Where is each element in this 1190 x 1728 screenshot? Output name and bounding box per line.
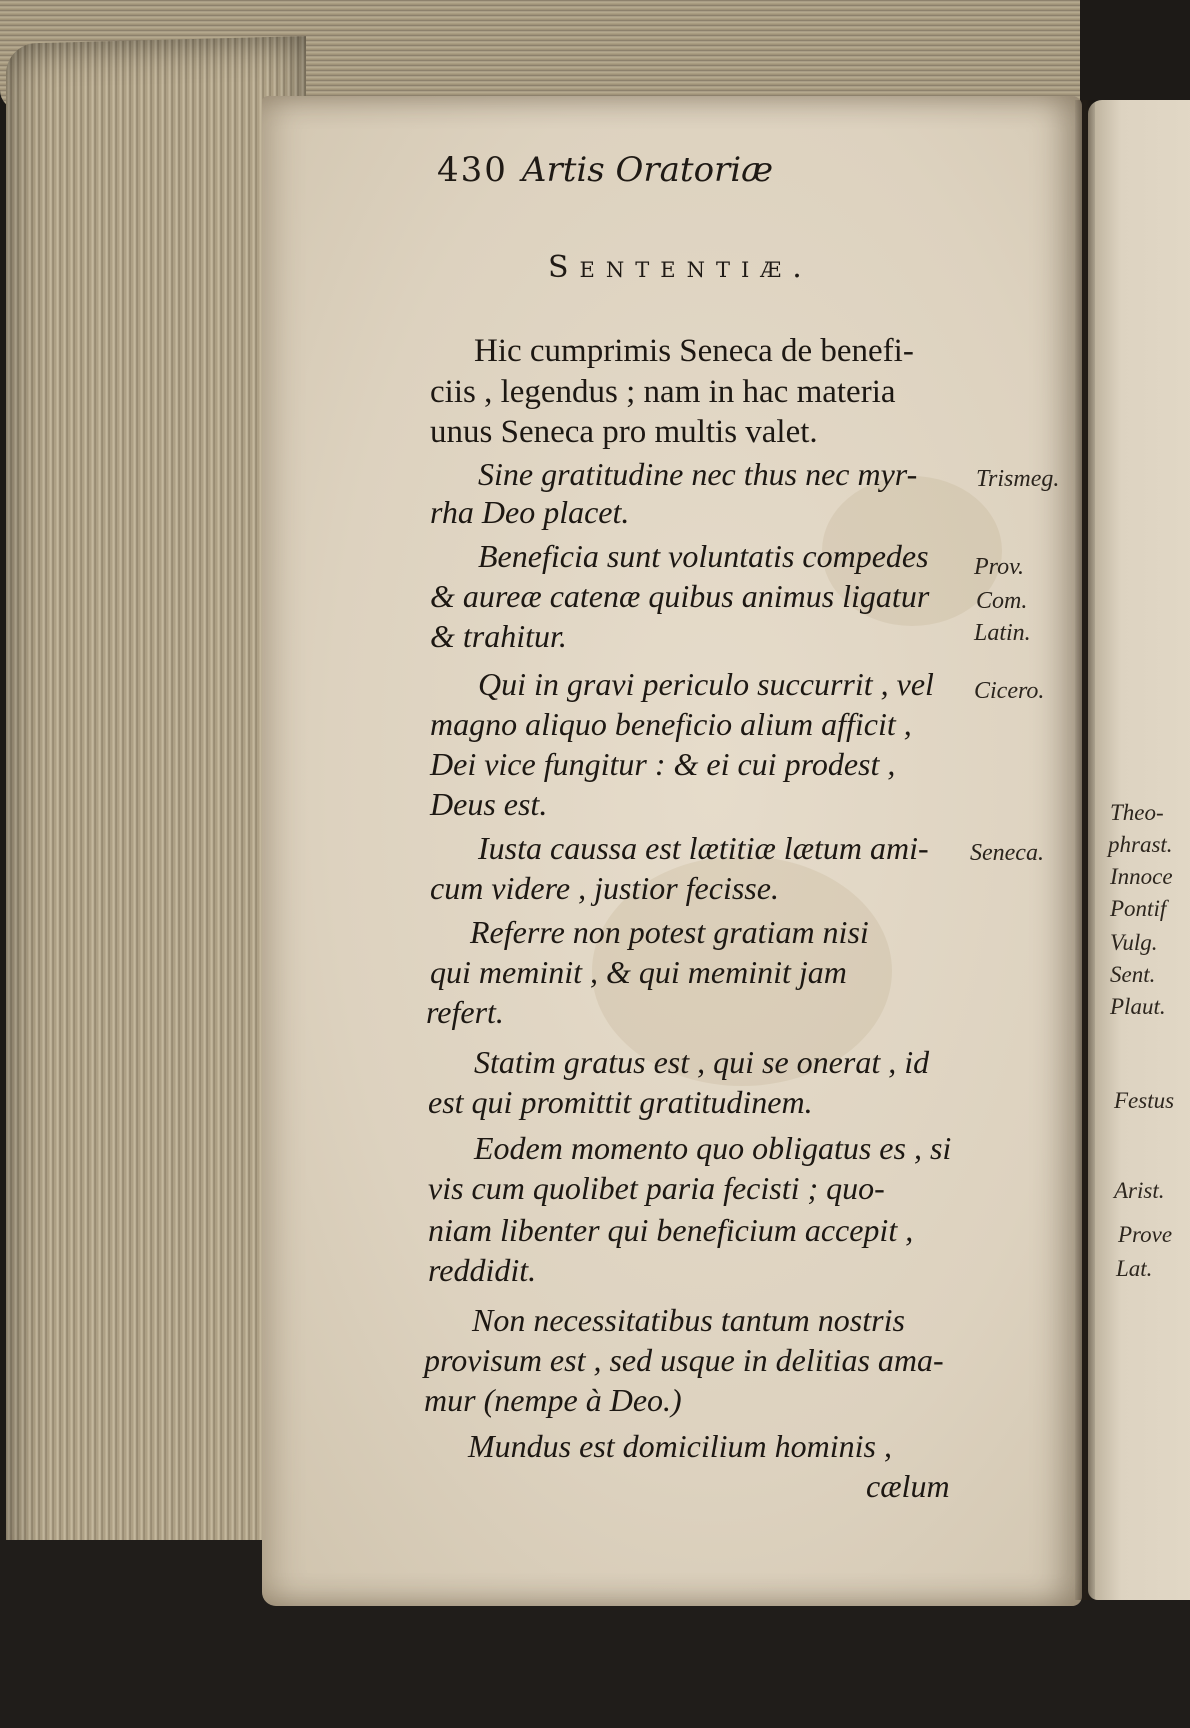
text-line: Iusta caussa est lætitiæ lætum ami-: [478, 830, 929, 866]
facing-page-note: Theo-: [1110, 800, 1164, 825]
facing-page-note: Plaut.: [1110, 994, 1166, 1019]
facing-page-note: Prove: [1118, 1222, 1173, 1247]
text-line: Non necessitatibus tantum nostris: [472, 1302, 905, 1338]
text-line: Deus est.: [430, 786, 548, 822]
text-line: qui meminit , & qui meminit jam: [430, 954, 847, 990]
section-title: Sententiæ.: [548, 250, 813, 285]
text-line: magno aliquo beneficio alium afficit ,: [430, 706, 912, 742]
margin-note: Latin.: [974, 620, 1031, 646]
text-line: refert.: [426, 994, 504, 1030]
text-line: provisum est , sed usque in delitias ama-: [424, 1342, 944, 1378]
text-line: rha Deo placet.: [430, 494, 630, 530]
text-line: Sine gratitudine nec thus nec myr-: [478, 456, 918, 492]
text-line: mur (nempe à Deo.): [424, 1382, 682, 1418]
text-line: Statim gratus est , qui se onerat , id: [474, 1044, 930, 1080]
facing-page-note: Innoce: [1110, 864, 1173, 889]
text-line: Qui in gravi periculo succurrit , vel: [478, 666, 934, 702]
text-line: & trahitur.: [430, 618, 567, 654]
text-line: Eodem momento quo obligatus es , si: [474, 1130, 952, 1166]
margin-note: Com.: [976, 588, 1028, 614]
text-line: Dei vice fungitur : & ei cui prodest ,: [430, 746, 896, 782]
margin-note: Cicero.: [974, 678, 1045, 704]
text-line: Mundus est domicilium hominis ,: [468, 1428, 892, 1464]
text-line: Beneficia sunt voluntatis compedes: [478, 538, 929, 574]
text-line: reddidit.: [428, 1252, 537, 1288]
facing-page-note: Pontif: [1110, 896, 1167, 921]
text-line: ciis , legendus ; nam in hac materia: [430, 374, 896, 410]
page-gutter: [1075, 100, 1095, 1600]
facing-page-note: phrast.: [1108, 832, 1173, 857]
text-line: cum videre , justior fecisse.: [430, 870, 779, 906]
margin-note: Seneca.: [970, 840, 1044, 866]
text-line: est qui promittit gratitudinem.: [428, 1084, 813, 1120]
text-line: cælum: [866, 1468, 950, 1504]
facing-page-note: Vulg.: [1110, 930, 1158, 955]
facing-page-note: Lat.: [1116, 1256, 1153, 1281]
page-number: 430: [437, 150, 508, 190]
margin-note: Trismeg.: [976, 466, 1060, 492]
text-line: & aureæ catenæ quibus animus ligatur: [430, 578, 930, 614]
facing-page-note: Arist.: [1114, 1178, 1165, 1203]
text-line: Hic cumprimis Seneca de benefi-: [474, 333, 914, 369]
page-edges-stack: [6, 36, 306, 1594]
facing-page-note: Festus: [1114, 1088, 1175, 1113]
facing-page-note: Sent.: [1110, 962, 1156, 987]
text-line: vis cum quolibet paria fecisti ; quo-: [428, 1170, 885, 1206]
margin-note: Prov.: [974, 554, 1024, 580]
running-head: [437, 150, 773, 190]
text-line: niam libenter qui beneficium accepit ,: [428, 1212, 914, 1248]
text-line: Referre non potest gratiam nisi: [470, 914, 869, 950]
text-line: unus Seneca pro multis valet.: [430, 414, 818, 450]
running-title: Artis Oratoriæ: [521, 150, 774, 190]
